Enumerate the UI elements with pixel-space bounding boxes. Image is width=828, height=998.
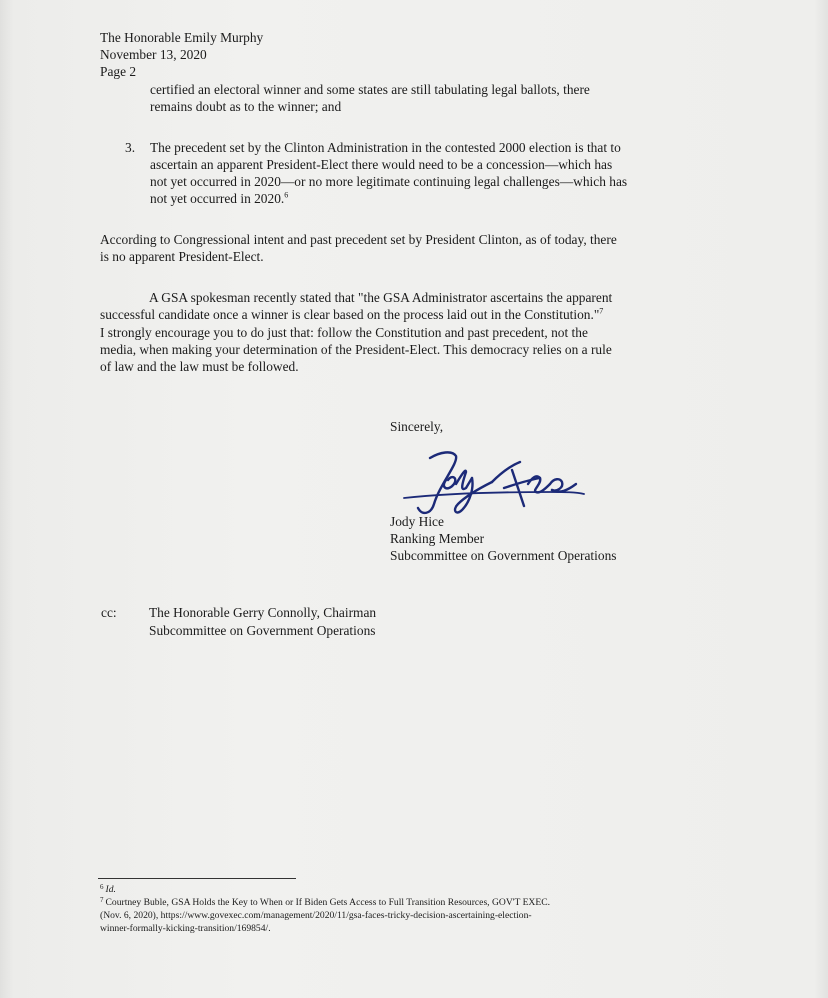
header-date: November 13, 2020: [100, 47, 207, 62]
paragraph2-line2: successful candidate once a winner is clear based on the process laid out in the Constitution.": [100, 307, 600, 322]
header-addressee: The Honorable Emily Murphy: [100, 30, 264, 45]
footnote-6-text: Id.: [105, 884, 116, 895]
footnote-7-line1-block: [100, 897, 550, 910]
paragraph2-line3: I strongly encourage you to do just that: follow the Constitution and past precedent, not the: [100, 325, 588, 340]
footnote-ref-7: 7: [599, 306, 604, 316]
item3-line4-block: [150, 191, 288, 207]
cc-line2: Subcommittee on Government Operations: [149, 623, 376, 638]
signer-name: Jody Hice: [390, 514, 444, 529]
header-page-number: Page 2: [100, 64, 137, 79]
footnote-7-line1: Courtney Buble, GSA Holds the Key to When or If Biden Gets Access to Full Transition Resources, GOV'T EXEC.: [105, 897, 551, 908]
item3-line2: ascertain an apparent President-Elect there would need to be a concession—which has: [150, 157, 613, 172]
footnote-7-line3: winner-formally-kicking-transition/169854/.: [100, 923, 271, 934]
paragraph2-line4: media, when making your determination of the President-Elect. This democracy relies on a rule: [100, 342, 612, 357]
item2-line2: remains doubt as to the winner; and: [150, 99, 342, 114]
paragraph2-line2-block: [100, 307, 603, 323]
item3-line4: not yet occurred in 2020.: [150, 191, 285, 206]
cc-label: cc:: [101, 605, 117, 620]
footnote-ref-6: 6: [284, 190, 289, 200]
handwritten-signature: [400, 444, 590, 524]
item3-number: 3.: [125, 140, 136, 155]
footnote-6: [100, 884, 116, 897]
footnote-divider: [98, 878, 296, 879]
item2-line1: certified an electoral winner and some states are still tabulating legal ballots, there: [150, 82, 590, 97]
paragraph2-line1: A GSA spokesman recently stated that "the GSA Administrator ascertains the apparent: [149, 290, 613, 305]
cc-line1: The Honorable Gerry Connolly, Chairman: [149, 605, 377, 620]
footnote-7-marker: 7: [100, 896, 104, 904]
valediction: Sincerely,: [390, 419, 444, 434]
signer-title: Ranking Member: [390, 531, 485, 546]
paragraph1-line1: According to Congressional intent and past precedent set by President Clinton, as of today, there: [100, 232, 617, 247]
item3-line3: not yet occurred in 2020—or no more legitimate continuing legal challenges—which has: [150, 174, 628, 189]
page-edge-left: [0, 0, 14, 998]
footnote-6-marker: 6: [100, 883, 104, 891]
page-edge-right: [814, 0, 828, 998]
paragraph1-line2: is no apparent President-Elect.: [100, 249, 264, 264]
paragraph2-line5: of law and the law must be followed.: [100, 359, 299, 374]
signer-committee: Subcommittee on Government Operations: [390, 548, 617, 563]
footnote-7-line2: (Nov. 6, 2020), https://www.govexec.com/management/2020/11/gsa-faces-tricky-decision-ascertaining-election-: [100, 910, 532, 921]
item3-line1: The precedent set by the Clinton Administration in the contested 2000 election is that to: [150, 140, 621, 155]
